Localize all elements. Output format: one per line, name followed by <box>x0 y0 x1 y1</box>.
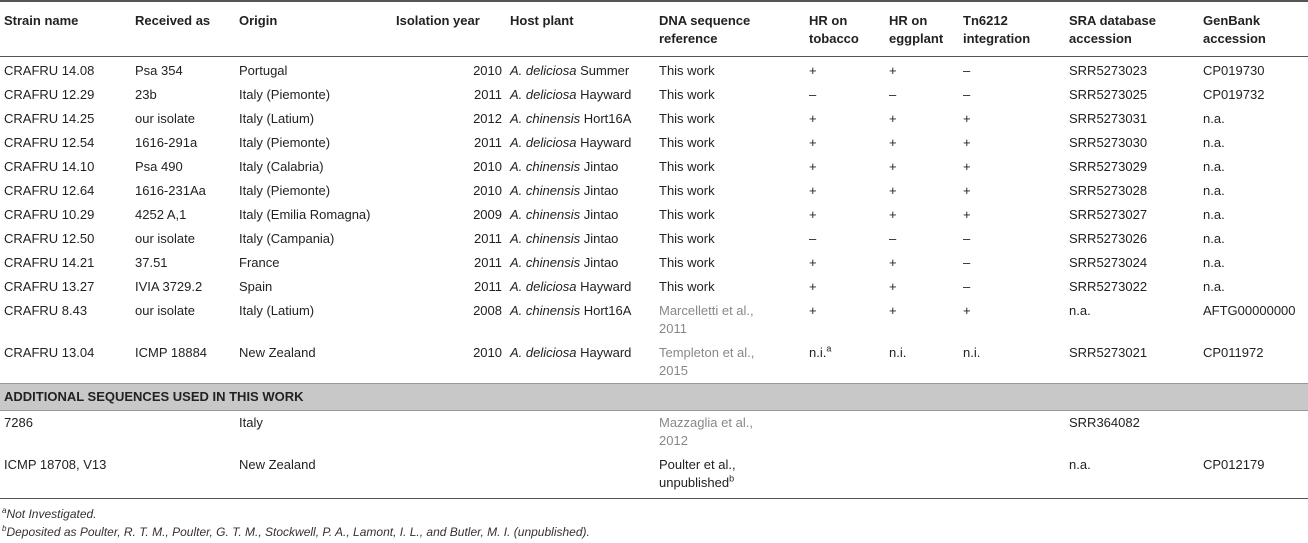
cell-received: 23b <box>135 87 157 102</box>
cell-host <box>506 341 655 384</box>
table-header <box>0 1 1308 57</box>
host-cultivar: Hayward <box>580 279 632 294</box>
cell-sra: n.a. <box>1069 457 1091 472</box>
cell-tn6212: + <box>963 159 971 174</box>
cell-hr-eggplant: + <box>889 207 897 222</box>
cell-hr-eggplant: + <box>889 255 897 270</box>
cell-hr-eggplant: + <box>889 159 897 174</box>
cell-tn6212: – <box>963 87 971 102</box>
cell-hr-tobacco: + <box>809 279 817 294</box>
cell-host <box>506 251 655 275</box>
cell-reference <box>655 341 805 384</box>
cell-genbank: n.a. <box>1203 255 1225 270</box>
cell-received: ICMP 18884 <box>135 345 208 360</box>
host-species: A. chinensis <box>510 255 581 270</box>
cell-host <box>506 203 655 227</box>
footnote-b <box>2 523 1308 541</box>
cell-hr-tobacco: + <box>809 111 817 126</box>
table-body-extra <box>0 299 1308 495</box>
cell-origin: Italy (Piemonte) <box>239 87 331 102</box>
cell-host <box>506 411 655 454</box>
cell-received: 37.51 <box>135 255 168 270</box>
reference-line-2: 2011 <box>659 321 687 336</box>
cell-sra: SRR364082 <box>1069 415 1140 430</box>
cell-received <box>131 411 235 454</box>
header-sra-accession: SRA database accession <box>1069 13 1156 46</box>
host-species: A. deliciosa <box>510 279 577 294</box>
cell-sra: SRR5273022 <box>1069 279 1148 294</box>
cell-genbank: AFTG00000000 <box>1203 303 1296 318</box>
cell-reference: This work <box>659 111 715 126</box>
host-species: A. chinensis <box>510 207 581 222</box>
host-cultivar: Jintao <box>583 255 619 270</box>
cell-year: 2011 <box>474 255 502 270</box>
table-row <box>0 83 1308 107</box>
cell-host <box>506 131 655 155</box>
reference-line-1: Poulter et al., <box>659 457 736 472</box>
cell-host <box>506 107 655 131</box>
table-footnotes <box>0 498 1308 541</box>
cell-strain: CRAFRU 14.10 <box>4 159 95 174</box>
footnote-a <box>2 505 1308 523</box>
cell-hr-eggplant: – <box>889 231 897 246</box>
header-tn6212: Tn6212 integration <box>963 13 1031 46</box>
cell-strain: CRAFRU 12.64 <box>4 183 95 198</box>
footnote-b-mark: b <box>2 524 7 533</box>
cell-genbank: n.a. <box>1203 183 1225 198</box>
cell-received: 1616-291a <box>135 135 198 150</box>
host-cultivar: Jintao <box>583 231 619 246</box>
header-origin: Origin <box>239 13 278 28</box>
cell-sra: SRR5273031 <box>1069 111 1148 126</box>
cell-year: 2010 <box>473 183 502 198</box>
cell-origin: Spain <box>239 279 273 294</box>
host-species: A. chinensis <box>510 183 581 198</box>
cell-host <box>506 179 655 203</box>
cell-received: Psa 354 <box>135 63 183 78</box>
cell-origin: Portugal <box>239 63 288 78</box>
cell-reference: This work <box>659 135 715 150</box>
cell-hr-eggplant: + <box>889 135 897 150</box>
header-isolation-year: Isolation year <box>396 13 480 28</box>
cell-origin: Italy (Piemonte) <box>239 135 331 150</box>
cell-year: 2011 <box>474 135 502 150</box>
cell-hr-tobacco: + <box>809 303 817 318</box>
cell-reference <box>655 453 805 495</box>
table-row <box>0 179 1308 203</box>
table-body <box>0 57 1308 300</box>
cell-genbank: CP012179 <box>1203 457 1265 472</box>
cell-origin: Italy (Emilia Romagna) <box>239 207 371 222</box>
cell-strain: CRAFRU 12.54 <box>4 135 95 150</box>
host-cultivar: Jintao <box>583 183 619 198</box>
reference-line-1: Templeton et al., <box>659 345 755 360</box>
cell-tn6212: – <box>963 279 971 294</box>
cell-reference <box>655 411 805 454</box>
cell-origin: New Zealand <box>239 345 316 360</box>
host-cultivar: Jintao <box>583 159 619 174</box>
cell-hr-tobacco: + <box>809 255 817 270</box>
cell-genbank: CP011972 <box>1203 345 1264 360</box>
cell-genbank: n.a. <box>1203 159 1225 174</box>
header-strain-name: Strain name <box>4 13 79 28</box>
cell-origin: New Zealand <box>239 457 316 472</box>
cell-reference: This work <box>659 159 715 174</box>
cell-sra: SRR5273028 <box>1069 183 1148 198</box>
cell-tn6212: + <box>963 135 971 150</box>
cell-hr-eggplant: + <box>889 303 897 318</box>
host-species: A. chinensis <box>510 111 581 126</box>
table-row <box>0 453 1308 495</box>
cell-strain: CRAFRU 14.25 <box>4 111 95 126</box>
cell-strain: CRAFRU 12.50 <box>4 231 95 246</box>
cell-tn6212: + <box>963 207 971 222</box>
host-cultivar: Hort16A <box>583 111 632 126</box>
cell-origin: Italy (Campania) <box>239 231 335 246</box>
cell-strain: CRAFRU 13.04 <box>4 345 95 360</box>
cell-strain: 7286 <box>4 415 33 430</box>
header-host-plant: Host plant <box>510 13 574 28</box>
cell-genbank: n.a. <box>1203 231 1225 246</box>
table-row <box>0 275 1308 299</box>
cell-hr-eggplant: + <box>889 111 897 126</box>
cell-host <box>506 299 655 341</box>
cell-received: 1616-231Aa <box>135 183 206 198</box>
cell-tn6212: + <box>963 303 971 318</box>
header-hr-tobacco: HR on tobacco <box>809 13 859 46</box>
cell-origin: Italy (Latium) <box>239 303 315 318</box>
cell-hr-eggplant: + <box>889 63 897 78</box>
cell-strain: CRAFRU 13.27 <box>4 279 95 294</box>
cell-genbank: CP019730 <box>1203 63 1265 78</box>
table-row <box>0 107 1308 131</box>
cell-reference: This work <box>659 63 715 78</box>
header-received-as: Received as <box>135 13 211 28</box>
footnote-marker-b: b <box>729 473 735 484</box>
cell-host <box>506 453 655 495</box>
cell-strain: CRAFRU 8.43 <box>4 303 88 318</box>
cell-year: 2008 <box>473 303 502 318</box>
host-species: A. chinensis <box>510 159 581 174</box>
cell-origin: Italy (Piemonte) <box>239 183 331 198</box>
cell-genbank: n.a. <box>1203 135 1225 150</box>
table-row <box>0 203 1308 227</box>
host-cultivar: Hayward <box>580 345 632 360</box>
cell-tn6212: – <box>963 63 971 78</box>
cell-hr-tobacco: + <box>809 159 817 174</box>
cell-strain: CRAFRU 10.29 <box>4 207 95 222</box>
cell-reference: This work <box>659 87 715 102</box>
cell-strain: CRAFRU 12.29 <box>4 87 95 102</box>
cell-genbank: CP019732 <box>1203 87 1265 102</box>
cell-tn6212: – <box>963 231 971 246</box>
cell-sra: SRR5273023 <box>1069 63 1148 78</box>
reference-line-2: unpublished <box>659 475 730 490</box>
reference-line-1: Marcelletti et al., <box>659 303 754 318</box>
cell-reference: This work <box>659 207 715 222</box>
footnote-a-mark: a <box>2 506 7 515</box>
cell-hr-tobacco: + <box>809 135 817 150</box>
cell-received: our isolate <box>135 231 195 246</box>
cell-reference: This work <box>659 255 715 270</box>
cell-received: Psa 490 <box>135 159 183 174</box>
cell-year: 2011 <box>474 231 502 246</box>
host-cultivar: Jintao <box>583 207 619 222</box>
table-row <box>0 131 1308 155</box>
cell-sra: SRR5273029 <box>1069 159 1148 174</box>
cell-received: IVIA 3729.2 <box>135 279 203 294</box>
host-species: A. deliciosa <box>510 345 577 360</box>
section-header-row <box>0 384 1308 411</box>
cell-hr-tobacco: + <box>809 183 817 198</box>
cell-sra: SRR5273027 <box>1069 207 1148 222</box>
cell-origin: Italy <box>239 415 263 430</box>
cell-hr-tobacco: – <box>809 231 817 246</box>
table-row <box>0 155 1308 179</box>
header-genbank-accession: GenBank accession <box>1203 13 1266 46</box>
cell-year <box>392 411 506 454</box>
cell-hr-eggplant: n.i. <box>889 345 907 360</box>
cell-genbank: n.a. <box>1203 111 1225 126</box>
section-title: ADDITIONAL SEQUENCES USED IN THIS WORK <box>0 384 1308 411</box>
cell-strain: CRAFRU 14.08 <box>4 63 95 78</box>
cell-host <box>506 155 655 179</box>
footnote-b-text: Deposited as Poulter, R. T. M., Poulter, G. T. M., Stockwell, P. A., Lamont, I. L., and Butler, M. I. (unpublished). <box>6 525 590 539</box>
cell-strain: ICMP 18708, V13 <box>4 457 107 472</box>
cell-year: 2011 <box>474 87 502 102</box>
host-species: A. chinensis <box>510 231 581 246</box>
hr-tobacco-value: n.i. <box>809 345 827 360</box>
cell-sra: SRR5273024 <box>1069 255 1148 270</box>
cell-received <box>131 453 235 495</box>
host-cultivar: Hort16A <box>583 303 632 318</box>
cell-reference: This work <box>659 183 715 198</box>
cell-year: 2009 <box>473 207 502 222</box>
cell-received: 4252 A,1 <box>135 207 187 222</box>
cell-origin: Italy (Latium) <box>239 111 315 126</box>
cell-origin: France <box>239 255 280 270</box>
cell-tn6212: – <box>963 255 971 270</box>
cell-hr-tobacco: + <box>809 207 817 222</box>
cell-hr-eggplant: + <box>889 183 897 198</box>
reference-line-2: 2012 <box>659 433 688 448</box>
table-row <box>0 251 1308 275</box>
cell-sra: SRR5273026 <box>1069 231 1148 246</box>
cell-genbank: n.a. <box>1203 279 1225 294</box>
cell-reference: This work <box>659 279 715 294</box>
cell-year: 2010 <box>473 159 502 174</box>
cell-host <box>506 275 655 299</box>
cell-hr-eggplant: – <box>889 87 897 102</box>
cell-year: 2011 <box>474 279 502 294</box>
reference-line-1: Mazzaglia et al., <box>659 415 753 430</box>
cell-received: our isolate <box>135 303 195 318</box>
host-cultivar: Hayward <box>580 135 632 150</box>
cell-sra: SRR5273025 <box>1069 87 1148 102</box>
cell-strain: CRAFRU 14.21 <box>4 255 95 270</box>
cell-host <box>506 59 655 83</box>
cell-tn6212: + <box>963 111 971 126</box>
table-row <box>0 59 1308 83</box>
cell-reference: This work <box>659 231 715 246</box>
cell-year: 2010 <box>473 345 502 360</box>
table-row <box>0 227 1308 251</box>
cell-host <box>506 83 655 107</box>
cell-hr-eggplant: + <box>889 279 897 294</box>
header-dna-sequence-reference: DNA sequence reference <box>659 13 751 46</box>
table-row <box>0 411 1308 454</box>
host-species: A. deliciosa <box>510 135 577 150</box>
reference-line-2: 2015 <box>659 363 688 378</box>
cell-tn6212: + <box>963 183 971 198</box>
footnote-marker-a: a <box>826 343 832 354</box>
cell-reference <box>655 299 805 341</box>
host-cultivar: Hayward <box>580 87 632 102</box>
cell-tn6212: n.i. <box>963 345 981 360</box>
cell-sra: SRR5273030 <box>1069 135 1148 150</box>
host-cultivar: Summer <box>580 63 630 78</box>
cell-genbank: n.a. <box>1203 207 1225 222</box>
table-row <box>0 341 1308 384</box>
cell-year: 2010 <box>473 63 502 78</box>
host-species: A. deliciosa <box>510 87 577 102</box>
cell-host <box>506 227 655 251</box>
cell-year: 2012 <box>473 111 502 126</box>
cell-hr-tobacco: + <box>809 63 817 78</box>
host-species: A. deliciosa <box>510 63 577 78</box>
cell-sra: n.a. <box>1069 303 1091 318</box>
cell-hr-tobacco <box>805 341 885 384</box>
cell-year <box>392 453 506 495</box>
host-species: A. chinensis <box>510 303 581 318</box>
footnote-a-text: Not Investigated. <box>6 507 97 521</box>
cell-received: our isolate <box>135 111 195 126</box>
cell-sra: SRR5273021 <box>1069 345 1148 360</box>
header-hr-eggplant: HR on eggplant <box>889 13 944 46</box>
cell-hr-tobacco: – <box>809 87 817 102</box>
table-row <box>0 299 1308 341</box>
cell-origin: Italy (Calabria) <box>239 159 324 174</box>
